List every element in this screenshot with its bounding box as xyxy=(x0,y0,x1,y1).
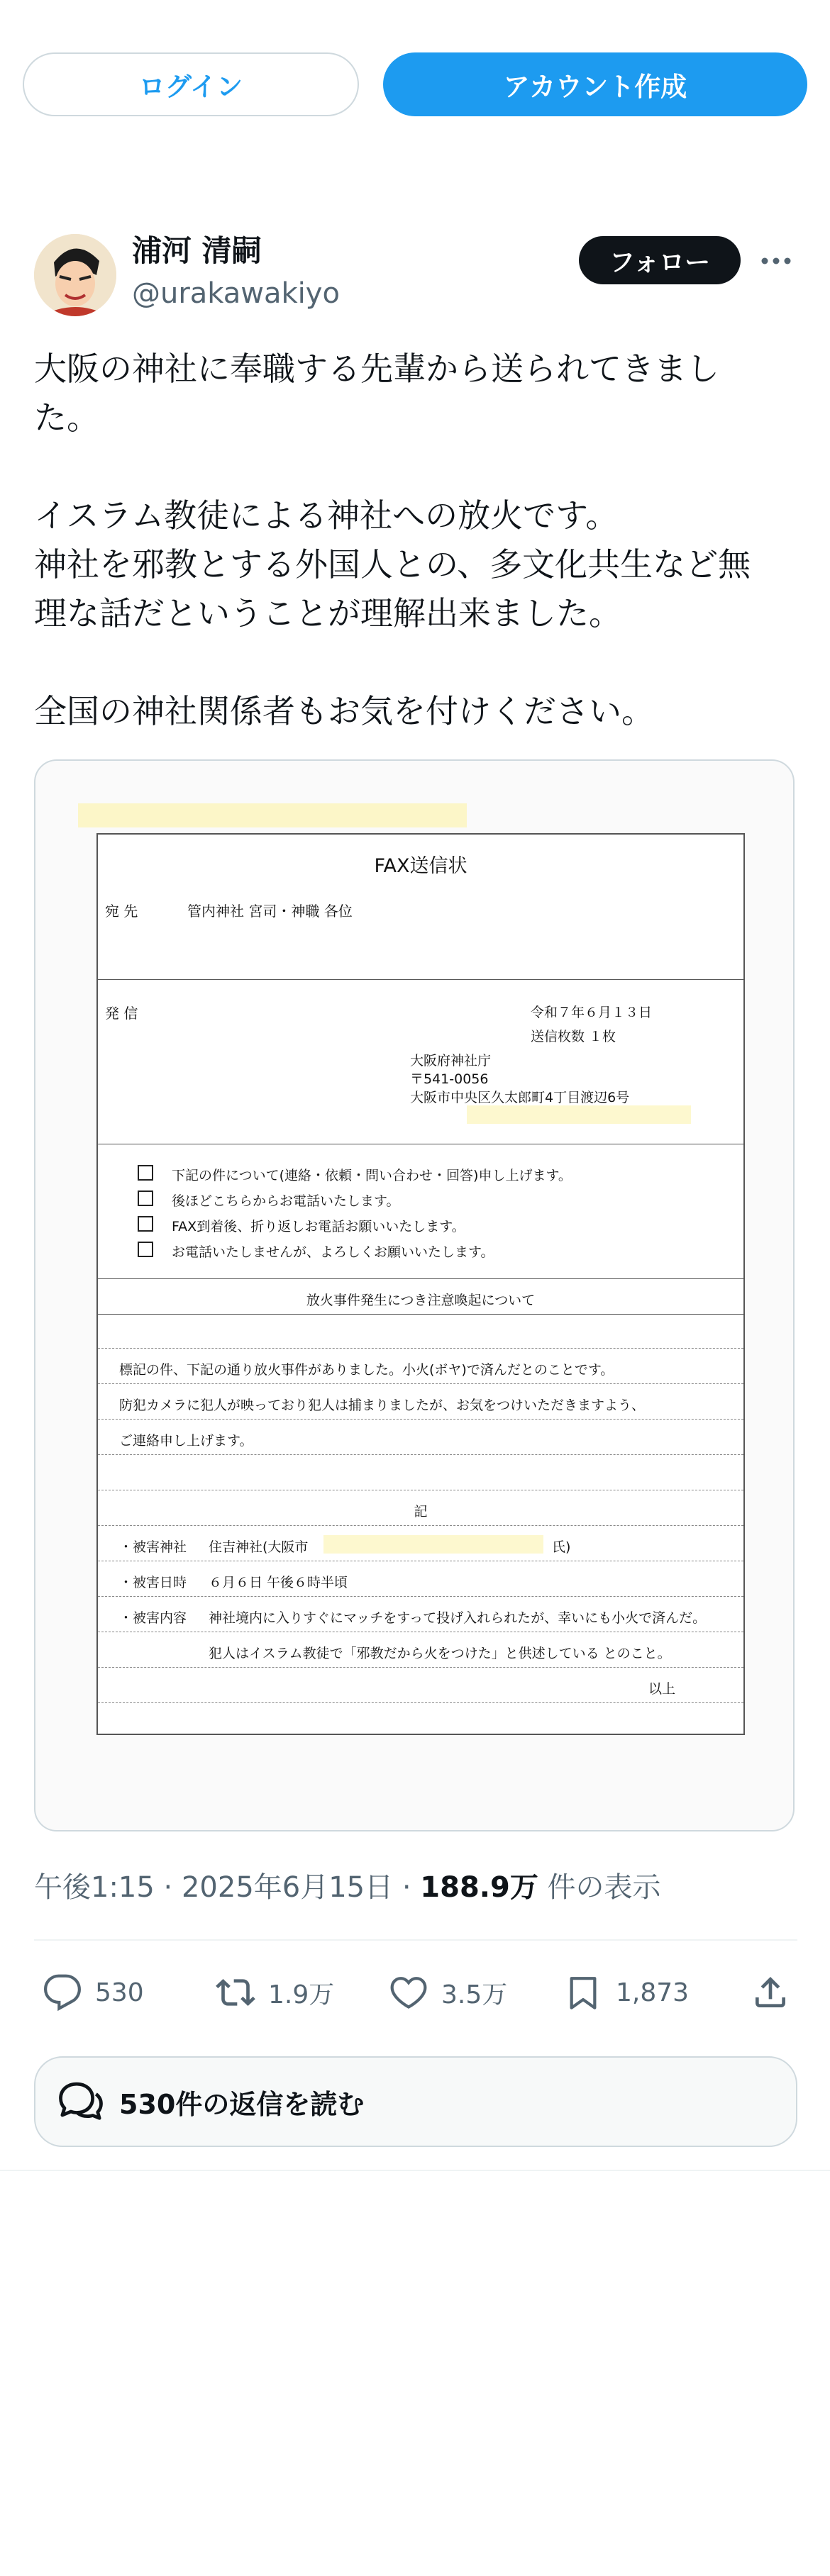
highlight-mark xyxy=(78,803,467,827)
tweet-line: 理な話だということが理解出来ました。 xyxy=(34,594,621,632)
signup-button[interactable]: アカウント作成 xyxy=(383,52,807,116)
repost-count: 1.9万 xyxy=(268,1980,335,2009)
login-button[interactable]: ログイン xyxy=(23,52,359,116)
fax-date-value: ６月６日 午後６時半頃 xyxy=(209,1575,348,1590)
tweet-text xyxy=(34,345,797,736)
fax-title: FAX送信状 xyxy=(374,855,467,877)
tweet-line: 全国の神社関係者もお気を付けください。 xyxy=(34,692,654,730)
fax-to-value: 管内神社 宮司・神職 各位 xyxy=(187,903,353,920)
highlight-mark xyxy=(467,1105,691,1124)
fax-subject: 放火事件発生につき注意喚起について xyxy=(306,1293,536,1308)
tweet-line: イスラム教徒による神社への放火です。 xyxy=(34,496,619,535)
tweet-meta xyxy=(34,1865,661,1905)
divider xyxy=(34,1939,797,1941)
fax-shrine-value: 住吉神社(大阪市 xyxy=(209,1539,309,1555)
fax-checkbox xyxy=(138,1216,153,1232)
reply-icon xyxy=(43,1973,82,2012)
fax-date: 令和７年６月１３日 xyxy=(531,1005,653,1020)
fax-checkbox xyxy=(138,1242,153,1257)
replies-bubble-icon xyxy=(54,2075,108,2129)
display-name[interactable]: 浦河 清嗣 xyxy=(132,233,262,268)
tweet-line: 神社を邪教とする外国人との、多文化共生など無 xyxy=(34,545,751,584)
fax-shrine-suffix: 氏) xyxy=(552,1539,571,1555)
reply-count: 530 xyxy=(95,1978,144,2007)
author[interactable] xyxy=(132,231,340,313)
read-replies-label: 530件の返信を読む xyxy=(119,2088,365,2120)
like-button[interactable] xyxy=(389,1964,507,2021)
view-count-suffix: 件の表示 xyxy=(547,1871,661,1904)
repost-icon xyxy=(216,1973,255,2012)
fax-shrine-label: ・被害神社 xyxy=(119,1539,187,1555)
fax-sender-org: 大阪府神社庁 xyxy=(410,1053,492,1069)
divider xyxy=(0,2170,830,2171)
follow-button[interactable]: フォロー xyxy=(579,236,741,284)
fax-body-line: 標記の件、下記の通り放火事件がありました。小火(ボヤ)で済んだとのことです。 xyxy=(119,1362,614,1378)
share-button[interactable] xyxy=(751,1964,803,2021)
fax-check-item: お電話いたしませんが、よろしくお願いいたします。 xyxy=(172,1244,494,1260)
fax-ijo: 以上 xyxy=(648,1681,676,1697)
fax-checkbox xyxy=(138,1191,153,1206)
more-icon[interactable] xyxy=(760,245,792,277)
fax-body-line: 防犯カメラに犯人が映っており犯人は捕まりましたが、お気をつけいただきますよう、 xyxy=(119,1398,646,1413)
fax-document xyxy=(96,833,745,1735)
like-count: 3.5万 xyxy=(441,1980,508,2009)
reply-button[interactable] xyxy=(43,1964,144,2021)
fax-check-item: FAX到着後、折り返しお電話お願いいたします。 xyxy=(172,1219,465,1234)
fax-check-item: 後ほどこちらからお電話いたします。 xyxy=(172,1193,400,1209)
repost-button[interactable] xyxy=(216,1964,334,2021)
handle[interactable]: @urakawakiyo xyxy=(132,277,340,310)
fax-to-label: 宛 先 xyxy=(105,903,138,920)
fax-body-line: ご連絡申し上げます。 xyxy=(119,1433,253,1449)
tweet-time[interactable]: 午後1:15 xyxy=(34,1871,155,1904)
tweet-media-image[interactable] xyxy=(34,759,795,1831)
fax-detail-value: 犯人はイスラム教徒で「邪教だから火をつけた」と供述している とのこと。 xyxy=(209,1646,671,1661)
view-count: 188.9万 xyxy=(420,1871,538,1904)
fax-detail-label: ・被害内容 xyxy=(119,1610,187,1626)
fax-checkbox xyxy=(138,1165,153,1181)
tweet-date[interactable]: 2025年6月15日 xyxy=(181,1871,394,1904)
fax-postal: 〒541-0056 xyxy=(410,1071,489,1087)
fax-check-item: 下記の件について(連絡・依頼・問い合わせ・回答)申し上げます。 xyxy=(172,1168,572,1183)
meta-separator: · xyxy=(163,1871,173,1904)
like-icon xyxy=(389,1973,428,2012)
fax-pages: 送信枚数 １枚 xyxy=(531,1029,616,1044)
fax-address: 大阪市中央区久太郎町4丁目渡辺6号 xyxy=(410,1090,630,1105)
share-icon xyxy=(751,1973,790,2012)
fax-detail-value: 神社境内に入りすぐにマッチをすって投げ入れられたが、幸いにも小火で済んだ。 xyxy=(209,1610,707,1626)
fax-date-label: ・被害日時 xyxy=(119,1575,187,1590)
avatar[interactable] xyxy=(34,234,116,316)
tweet-line: た。 xyxy=(34,398,99,437)
fax-ki: 記 xyxy=(414,1504,428,1520)
tweet-line: 大阪の神社に奉職する先輩から送られてきまし xyxy=(34,350,719,388)
bookmark-button[interactable] xyxy=(563,1964,689,2021)
tweet-actions xyxy=(34,1964,797,2021)
read-replies-button[interactable] xyxy=(34,2056,797,2147)
bookmark-icon xyxy=(563,1973,603,2012)
highlight-mark xyxy=(323,1535,543,1554)
bookmark-count: 1,873 xyxy=(616,1978,690,2007)
fax-from-label: 発 信 xyxy=(105,1005,138,1022)
auth-bar xyxy=(23,52,807,116)
meta-separator: · xyxy=(402,1871,411,1904)
